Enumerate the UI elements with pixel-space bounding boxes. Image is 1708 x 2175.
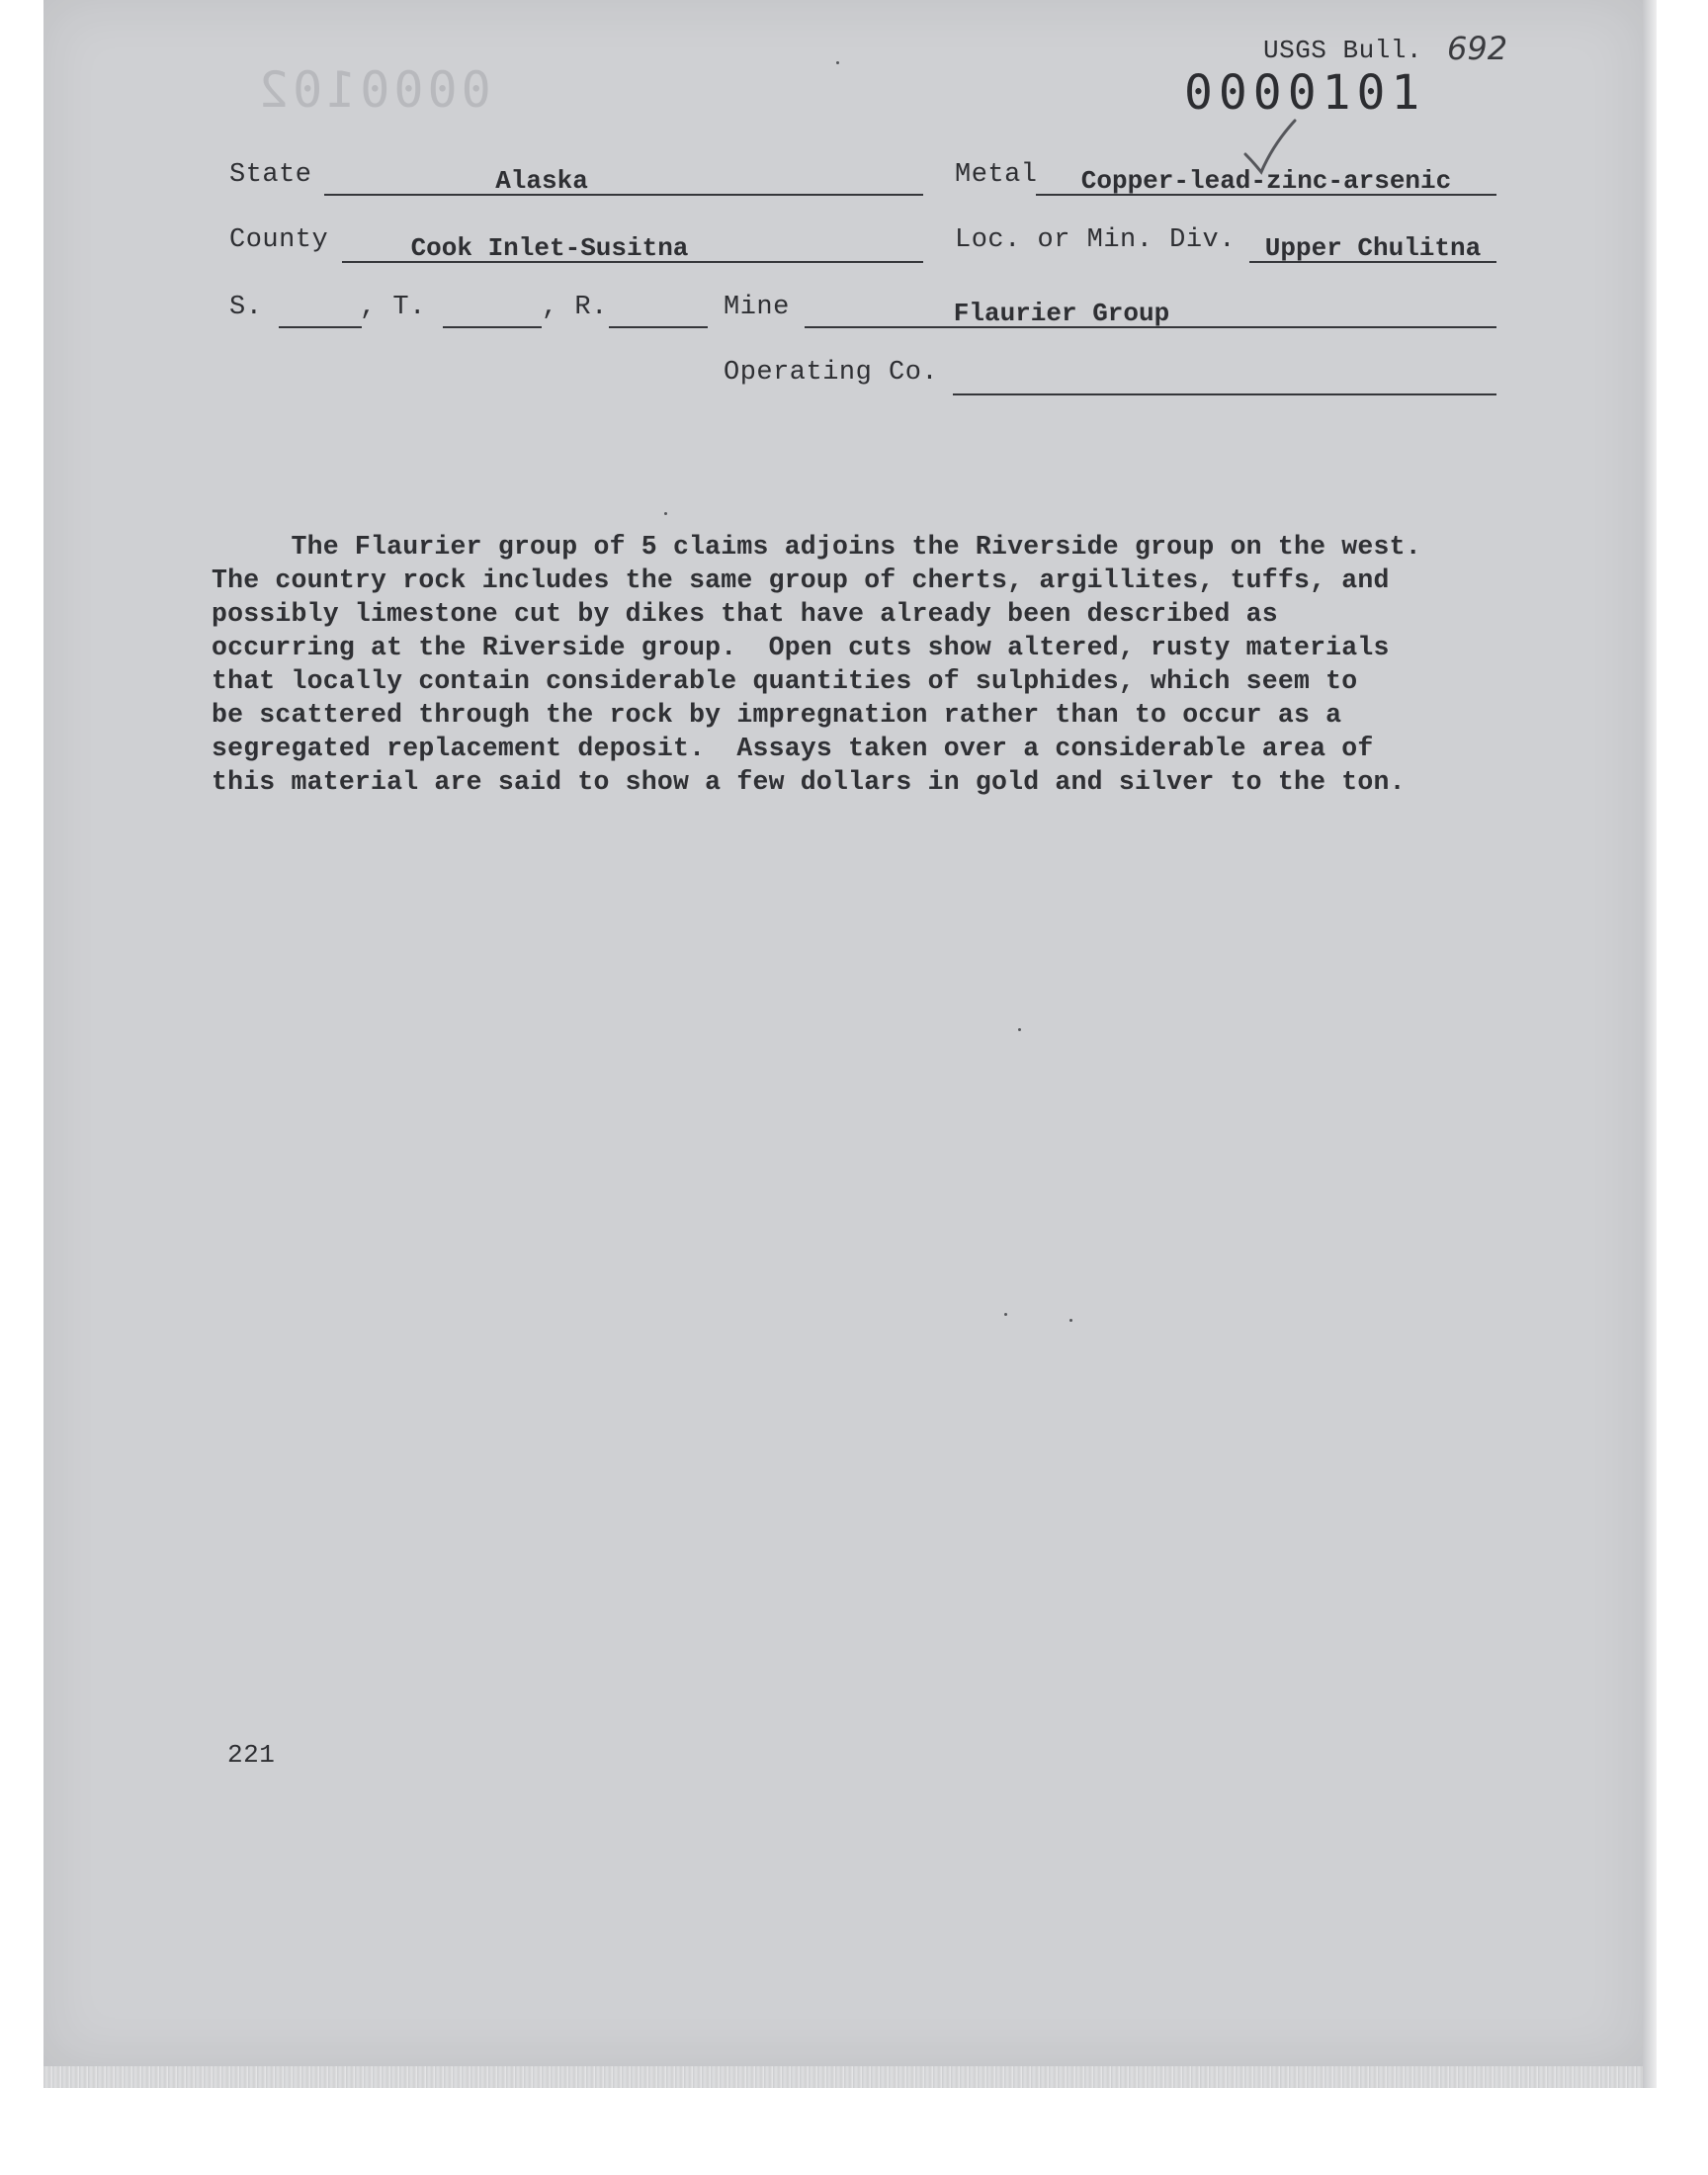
section-label: S.: [229, 293, 263, 322]
bulletin-label: USGS Bull.: [1263, 36, 1423, 65]
scan-speck: [1004, 1313, 1007, 1316]
page-edge-shadow: [1643, 0, 1657, 2088]
description-paragraph: The Flaurier group of 5 claims adjoins the Riverside group on the west. The country rock includes the same group of cherts, argillites, tuffs, and possibly limestone cut by dikes that have already been described as occurring at the Riverside group. Open cuts show altered, rusty materials that locally contain considerable quantities of sulphides, which seem to be scattered through the rock by impregnation rather than to occur as a segregated replacement deposit. Assays taken over a considerable area of this material are said to show a few dollars in gold and silver to the ton.: [212, 532, 1421, 797]
bulletin-number: 692: [1447, 30, 1508, 67]
scan-speck: [664, 512, 667, 515]
metal-value: Copper-lead-zinc-arsenic: [1080, 166, 1452, 196]
mine-value: Flaurier Group: [953, 299, 1170, 328]
loc-label: Loc. or Min. Div.: [955, 225, 1236, 255]
state-label: State: [229, 160, 312, 190]
township-underline: [443, 326, 542, 328]
range-label: , R.: [542, 293, 608, 322]
loc-value: Upper Chulitna: [1264, 233, 1482, 263]
section-underline: [279, 326, 362, 328]
scan-edge-strip: [43, 2066, 1643, 2088]
scan-speck: [836, 61, 839, 64]
range-underline: [609, 326, 708, 328]
record-number: 0000101: [1184, 65, 1426, 121]
county-label: County: [229, 225, 329, 255]
scan-speck: [1018, 1028, 1021, 1031]
bleed-through-number: 0000102: [255, 61, 491, 119]
metal-label: Metal: [955, 160, 1038, 190]
state-value: Alaska: [495, 166, 588, 196]
county-value: Cook Inlet-Susitna: [410, 233, 689, 263]
township-label: , T.: [360, 293, 426, 322]
page-number: 221: [227, 1740, 276, 1770]
mine-label: Mine: [724, 293, 790, 322]
operating-co-label: Operating Co.: [724, 358, 939, 388]
operating-co-underline: [953, 393, 1496, 395]
scan-speck: [1069, 1319, 1072, 1322]
